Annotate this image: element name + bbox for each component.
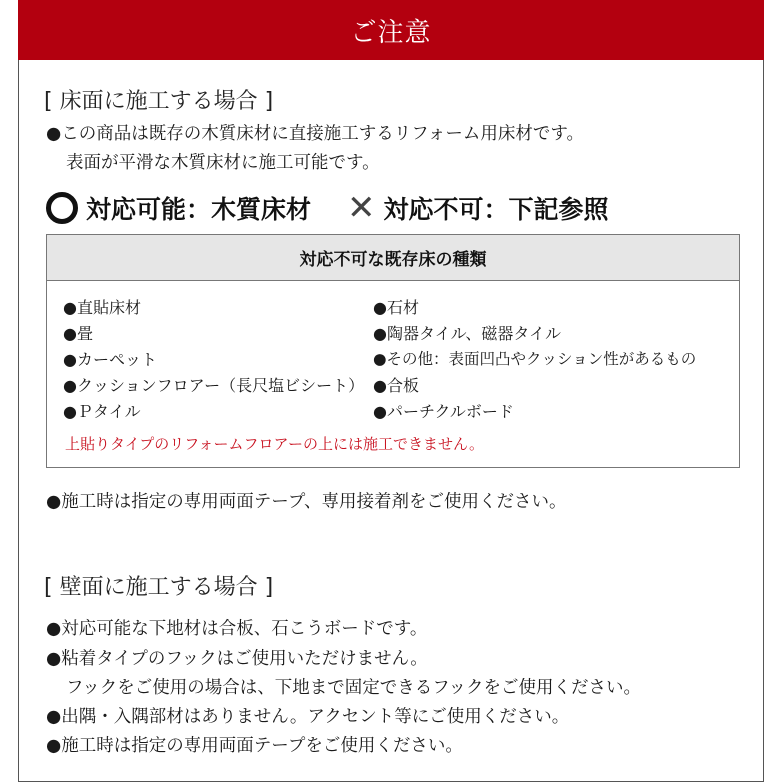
wall-line-1: ●対応可能な下地材は合板、石こうボードです。 [46, 619, 428, 639]
circle-icon [46, 192, 78, 224]
floor-line-1: ●この商品は既存の木質床材に直接施工するリフォーム用床材です。 [46, 124, 584, 144]
floor-note: ●施工時は指定の専用両面テープ、専用接着剤をご使用ください。 [46, 492, 567, 512]
list-item: ●陶器タイル、磁器タイル [373, 324, 562, 343]
warning-text: 上貼りタイプのリフォームフロアーの上には施工できません。 [65, 435, 484, 453]
compatibility-row [46, 188, 609, 228]
table-header [47, 235, 739, 281]
notice-title: ご注意 [350, 17, 432, 48]
wall-line-2: ●粘着タイプのフックはご使用いただけません。 [46, 649, 428, 669]
list-item: ●カーペット [63, 350, 157, 369]
floor-section-title: [ 床面に施工する場合 ] [44, 89, 274, 114]
list-item: ●畳 [63, 324, 93, 343]
wall-section-title: [ 壁面に施工する場合 ] [44, 575, 274, 600]
wall-line-4: ●出隅・入隅部材はありません。アクセント等にご使用ください。 [46, 707, 570, 727]
ok-label: 対応可能：木質床材 [86, 195, 312, 224]
ng-label: 対応不可：下記参照 [383, 195, 609, 224]
notice-header [18, 0, 764, 60]
list-item: ●パーチクルボード [373, 402, 514, 421]
list-item: ●石材 [373, 298, 419, 317]
cross-icon: ✕ [347, 188, 376, 228]
list-item: ●クッションフロアー（長尺塩ビシート） [63, 376, 365, 395]
unsupported-floors-table [46, 234, 740, 468]
wall-line-3: フックをご使用の場合は、下地まで固定できるフックをご使用ください。 [66, 678, 642, 698]
list-item: ●直貼床材 [63, 298, 141, 317]
list-item: ●Ｐタイル [63, 402, 141, 421]
wall-line-5: ●施工時は指定の専用両面テープをご使用ください。 [46, 736, 463, 756]
table-title: 対応不可な既存床の種類 [299, 250, 487, 270]
floor-line-2: 表面が平滑な木質床材に施工可能です。 [66, 153, 380, 173]
list-item: ●合板 [373, 376, 419, 395]
list-item: ●その他：表面凹凸やクッション性があるもの [373, 350, 697, 368]
